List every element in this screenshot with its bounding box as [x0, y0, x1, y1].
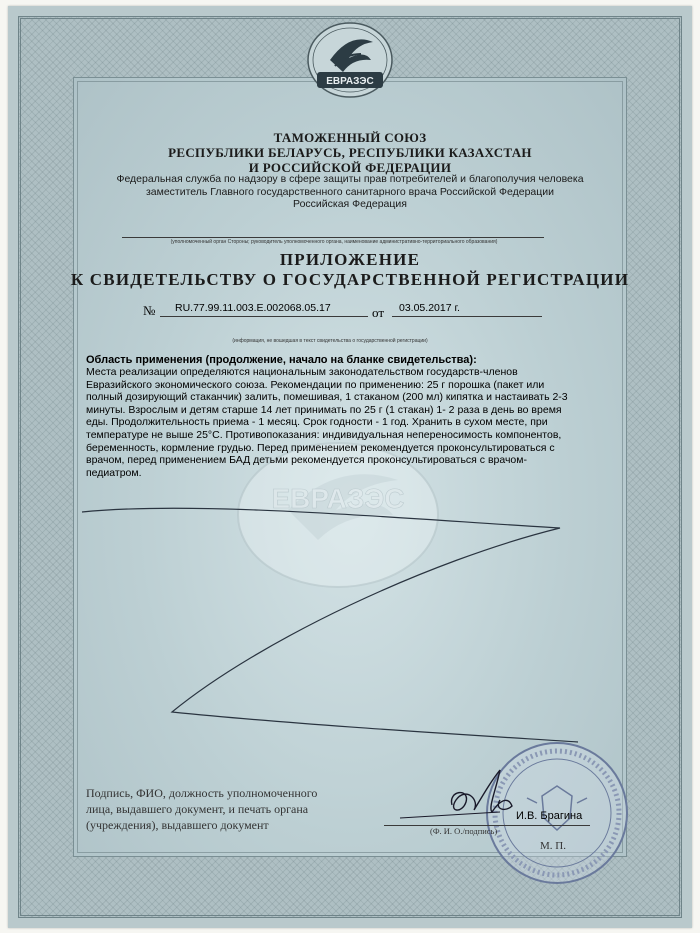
scope-line: температуре не выше 25°С. Противопоказания: индивидуальная непереносимость компонентов,	[86, 428, 562, 441]
number-underline	[160, 316, 368, 317]
date-label: от	[372, 305, 385, 320]
title-line-1: ПРИЛОЖЕНИЕ	[279, 250, 421, 269]
signature-caption	[86, 785, 386, 833]
scope-body	[86, 366, 594, 479]
title-line-2: К СВИДЕТЕЛЬСТВУ О ГОСУДАРСТВЕННОЙ РЕГИСТРАЦИИ	[70, 270, 630, 289]
stamp-place-label: М. П.	[540, 840, 566, 852]
authority-underline	[122, 237, 544, 238]
scope-line: еды. Продолжительность приема - 1 месяц. Срок годности - 1 год. Хранить в сухом месте, при	[86, 416, 548, 429]
union-heading	[0, 130, 700, 175]
registration-date: 03.05.2017 г.	[399, 302, 460, 314]
caption-line: лица, выдавшего документ, и печать органа	[86, 802, 309, 816]
registration-number: RU.77.99.11.003.E.002068.05.17	[175, 302, 331, 314]
scope-line: беременность, кормление грудью. Перед применением рекомендуется проконсультироваться с	[86, 441, 555, 454]
scope-line: минуты. Взрослым и детям старше 14 лет принимать по 25 г (1 стакан) 1- 2 раза в день во время	[86, 403, 562, 416]
signer-name: И.В. Брагина	[516, 810, 583, 822]
authority-line: заместитель Главного государственного санитарного врача Российской Федерации	[145, 185, 555, 198]
number-label: №	[143, 303, 156, 318]
registration-note: (информация, не вошедшая в текст свидетельства о государственной регистрации)	[232, 338, 428, 344]
scope-line: полный дозирующий стаканчик) залить, помешивая, 1 стаканом (200 мл) кипятка и настаивать 2-3	[86, 391, 568, 404]
fio-note: (Ф. И. О./подпись)	[430, 826, 498, 836]
scope-title: Область применения (продолжение, начало на бланке свидетельства):	[86, 354, 477, 366]
union-line: ТАМОЖЕННЫЙ СОЮЗ	[273, 130, 427, 145]
caption-line: (учреждения), выдавшего документ	[86, 818, 269, 832]
authority-line: Федеральная служба по надзору в сфере защиты прав потребителей и благополучия человека	[116, 173, 584, 185]
scope-line: Места реализации определяются национальным законодательством государств-членов	[86, 366, 518, 378]
scope-line: Евразийского экономического союза. Рекомендации по применению: 25 г порошка (пакет или	[86, 378, 545, 391]
date-underline	[392, 316, 542, 317]
issuing-authority	[0, 173, 700, 211]
watermark-text: ЕВРАЗЭС	[271, 483, 405, 514]
union-line: РЕСПУБЛИКИ БЕЛАРУСЬ, РЕСПУБЛИКИ КАЗАХСТАН	[168, 145, 532, 160]
scope-line: педиатром.	[86, 466, 142, 479]
eurasec-emblem-logo	[305, 20, 395, 100]
logo-text: ЕВРАЗЭС	[326, 76, 374, 87]
authority-note: (уполномоченный орган Стороны; руководитель уполномоченного органа, наименование административно-территориального образования)	[170, 239, 498, 245]
scope-line: врачом, перед применением БАД детьми рекомендуется проконсультироваться с врачом-	[86, 454, 527, 467]
caption-line: Подпись, ФИО, должность уполномоченного	[86, 786, 318, 800]
union-line: И РОССИЙСКОЙ ФЕДЕРАЦИИ	[248, 160, 452, 175]
authority-line: Российская Федерация	[293, 198, 407, 210]
document-title	[0, 250, 700, 290]
